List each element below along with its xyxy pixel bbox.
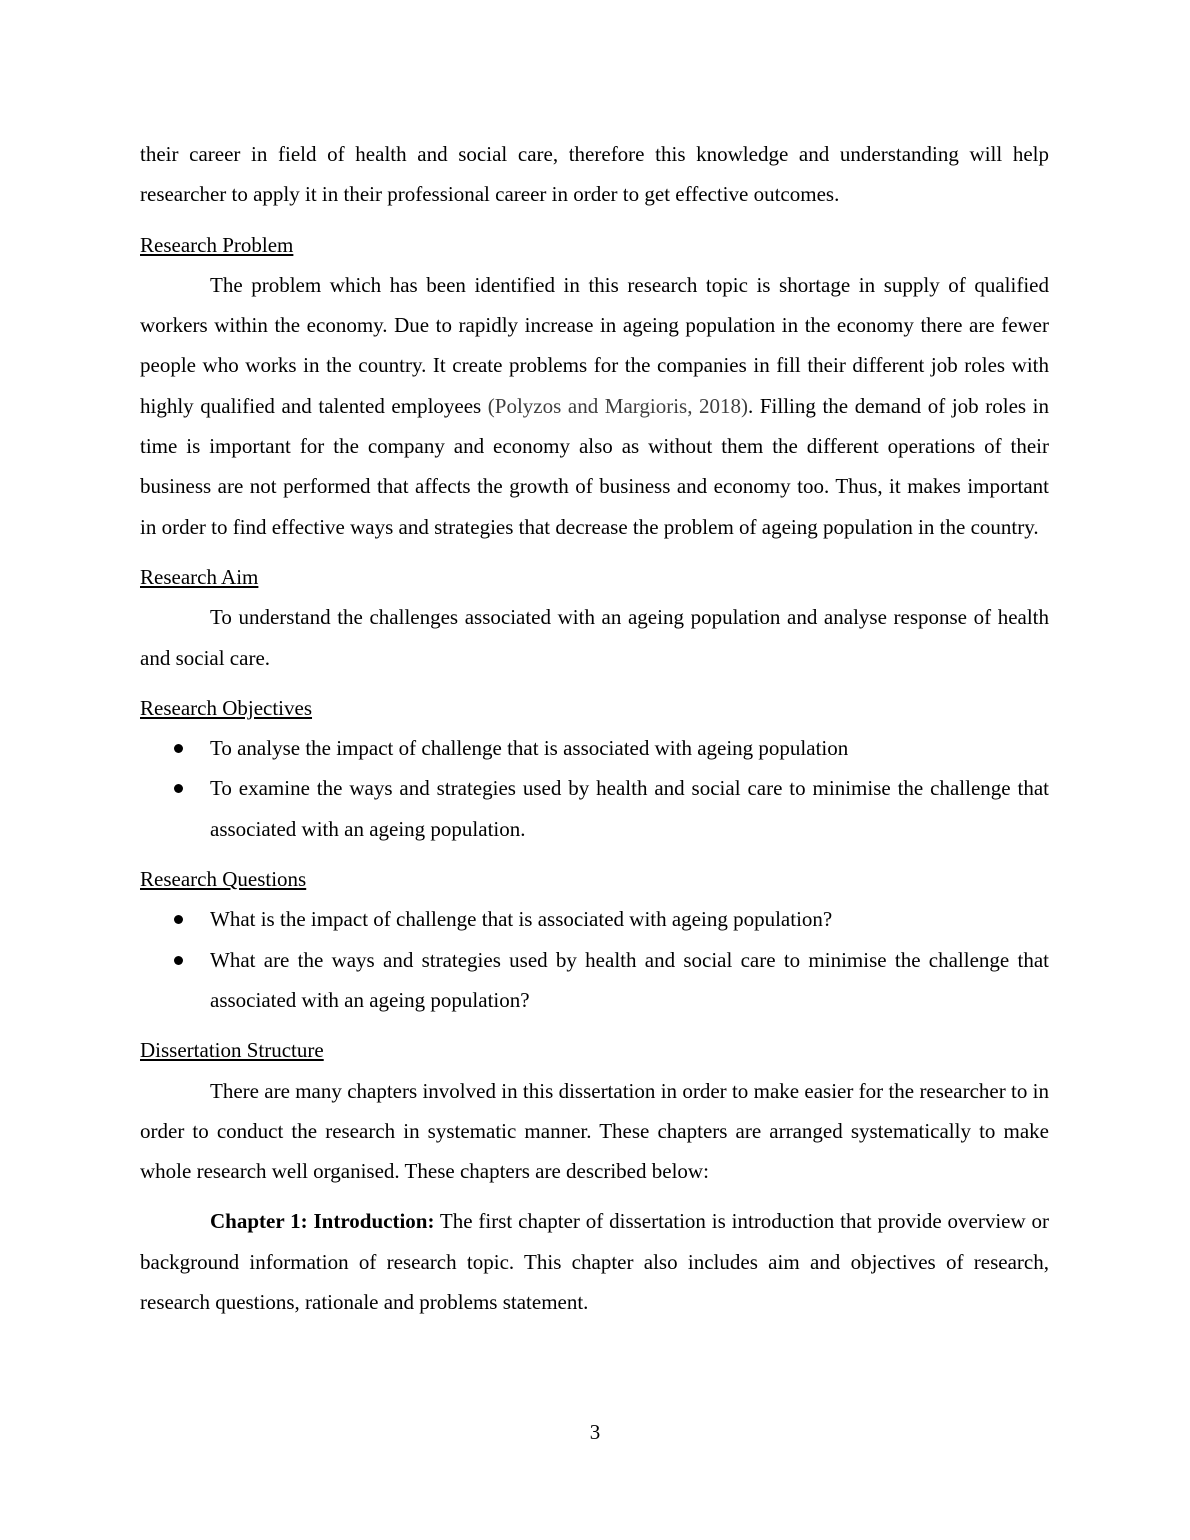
research-problem-heading: Research Problem: [140, 232, 294, 257]
research-aim-heading: Research Aim: [140, 564, 259, 589]
research-problem-text-1: The problem which has been identified in this research topic is shortage in supply of qualified workers within the economy. Due to rapidly increase in ageing population in the economy there are fewer people who works in the country. It create problems for the companies in fill their different job roles with highly qualified and talented employees: [140, 272, 1049, 418]
list-item: [140, 728, 1049, 768]
document-page: [140, 134, 1049, 1332]
bullet-icon: [174, 744, 183, 753]
question-text: What are the ways and strategies used by health and social care to minimise the challenge that associated with an ageing population?: [210, 947, 1049, 1012]
list-item: [140, 940, 1049, 1021]
bullet-icon: [174, 784, 183, 793]
list-item: [140, 768, 1049, 849]
objective-text: To examine the ways and strategies used by health and social care to minimise the challenge that associated with an ageing population.: [210, 776, 1049, 841]
bullet-icon: [174, 915, 183, 924]
chapter1-text: The first chapter of dissertation is introduction that provide overview or background information of research topic. This chapter also includes aim and objectives of research, research questions, rationale and problems statement.: [140, 1209, 1049, 1315]
research-aim-paragraph: To understand the challenges associated with an ageing population and analyse response of health and social care.: [140, 605, 1049, 670]
intro-continuation-paragraph: their career in field of health and social care, therefore this knowledge and understanding will help researcher to apply it in their professional career in order to get effective outcomes.: [140, 142, 1049, 207]
chapter1-paragraph: [140, 1201, 1049, 1322]
research-objectives-list: [140, 728, 1049, 849]
research-problem-paragraph: [140, 265, 1049, 547]
research-problem-text-2: . Filling the demand of job roles in time is important for the company and economy also as without them the different operations of their business are not performed that affects the growth of business and economy too. Thus, it makes important in order to find effective ways and strategies that decrease the problem of ageing population in the country.: [140, 393, 1049, 539]
dissertation-structure-heading: Dissertation Structure: [140, 1038, 324, 1063]
research-questions-list: [140, 899, 1049, 1020]
citation: (Polyzos and Margioris, 2018): [487, 393, 749, 418]
objective-text: To analyse the impact of challenge that is associated with ageing population: [210, 736, 849, 761]
page-number: 3: [589, 1420, 601, 1444]
chapter1-label: Chapter 1: Introduction:: [210, 1209, 435, 1234]
list-item: [140, 899, 1049, 939]
research-objectives-heading: Research Objectives: [140, 695, 313, 720]
question-text: What is the impact of challenge that is associated with ageing population?: [210, 907, 833, 932]
bullet-icon: [174, 956, 183, 965]
dissertation-structure-paragraph: There are many chapters involved in this dissertation in order to make easier for the researcher to in order to conduct the research in systematic manner. These chapters are arranged systematically to make whole research well organised. These chapters are described below:: [140, 1078, 1049, 1184]
research-questions-heading: Research Questions: [140, 867, 307, 892]
